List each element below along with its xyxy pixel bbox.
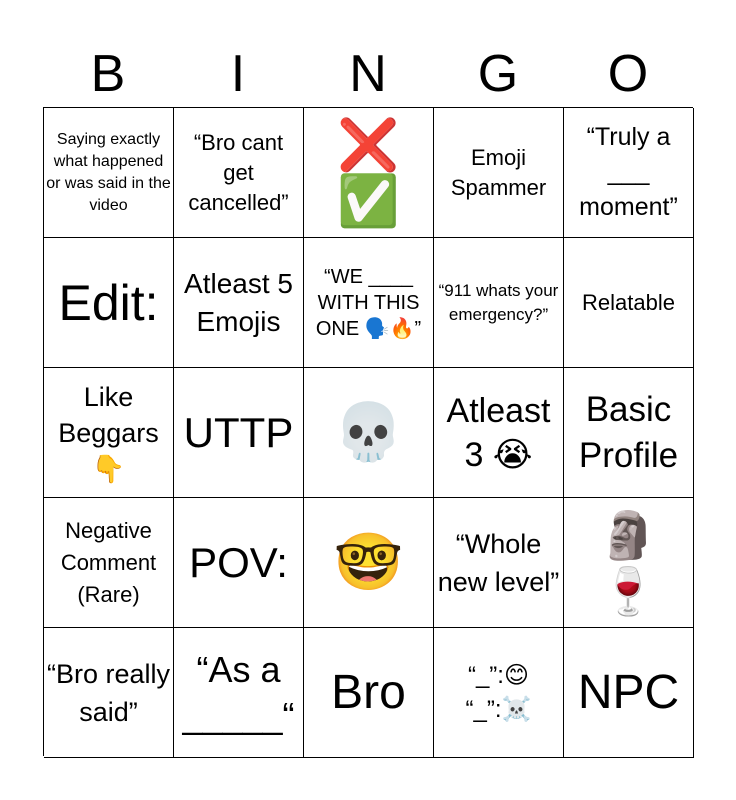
nerd-face-emoji: 🤓 xyxy=(333,529,404,595)
bingo-cell-r5c4[interactable] xyxy=(434,628,564,758)
bingo-cell-r4c5[interactable] xyxy=(564,498,694,628)
cell-text: Like Beggars 👇 xyxy=(58,381,159,484)
bingo-cell-r1c5[interactable] xyxy=(564,108,694,238)
cell-text: “As a _____“ xyxy=(182,648,295,736)
bingo-cell-r4c4[interactable] xyxy=(434,498,564,628)
cell-text: “Bro really said” xyxy=(46,658,171,727)
cell-text: “Bro cant get cancelled” xyxy=(188,129,289,215)
cell-text: Negative Comment (Rare) xyxy=(60,517,157,607)
cell-text: NPC xyxy=(577,665,680,719)
moai-wine-emoji: 🗿 🍷 xyxy=(599,507,658,618)
bingo-cell-r4c3[interactable] xyxy=(304,498,434,628)
cell-text: “911 whats your emergency?” xyxy=(438,280,559,324)
bingo-cell-r3c5[interactable] xyxy=(564,368,694,498)
bingo-cell-r2c4[interactable] xyxy=(434,238,564,368)
bingo-cell-r4c1[interactable] xyxy=(44,498,174,628)
bingo-cell-r3c2[interactable] xyxy=(174,368,304,498)
cell-text: “Truly a ___ moment” xyxy=(579,123,678,221)
cell-text: POV: xyxy=(189,538,288,586)
cross-check-emoji: ❌ ✅ xyxy=(337,115,400,230)
bingo-cell-r1c3[interactable] xyxy=(304,108,434,238)
header-letter-b: B xyxy=(90,45,126,103)
bingo-cell-r5c2[interactable] xyxy=(174,628,304,758)
cell-text: Basic Profile xyxy=(578,389,679,475)
bingo-cell-r2c1[interactable] xyxy=(44,238,174,368)
bingo-cell-r2c5[interactable] xyxy=(564,238,694,368)
bingo-cell-r5c3[interactable] xyxy=(304,628,434,758)
header-letter-i: I xyxy=(230,45,246,103)
cell-text: Atleast 3 😭 xyxy=(446,391,551,474)
cell-text: “WE ____ WITH THIS ONE 🗣️🔥” xyxy=(315,265,422,340)
header-letter-o: O xyxy=(607,45,649,103)
bingo-cell-r5c1[interactable] xyxy=(44,628,174,758)
skull-emoji: 💀 xyxy=(333,399,404,465)
cell-text: Atleast 5 Emojis xyxy=(184,267,293,337)
bingo-header xyxy=(43,40,693,108)
cell-text: Emoji Spammer xyxy=(450,144,547,200)
cell-text: Relatable xyxy=(582,289,675,315)
cell-text: “_”:😊 “_”:☠️ xyxy=(465,661,532,723)
cell-text: “Whole new level” xyxy=(437,528,560,597)
header-letter-n: N xyxy=(349,45,387,103)
cell-text: Bro xyxy=(331,665,406,719)
cell-text: UTTP xyxy=(183,408,294,456)
cell-text: Saying exactly what happened or was said in the video xyxy=(46,130,171,214)
cell-text: Edit: xyxy=(58,274,159,331)
bingo-cell-r1c4[interactable] xyxy=(434,108,564,238)
header-letter-g: G xyxy=(477,45,519,103)
bingo-cell-r3c3[interactable] xyxy=(304,368,434,498)
bingo-grid xyxy=(43,107,693,756)
bingo-cell-r1c1[interactable] xyxy=(44,108,174,238)
bingo-cell-r4c2[interactable] xyxy=(174,498,304,628)
bingo-cell-r1c2[interactable] xyxy=(174,108,304,238)
bingo-cell-r3c1[interactable] xyxy=(44,368,174,498)
bingo-cell-r2c2[interactable] xyxy=(174,238,304,368)
bingo-cell-r5c5[interactable] xyxy=(564,628,694,758)
bingo-cell-r3c4[interactable] xyxy=(434,368,564,498)
bingo-cell-r2c3[interactable] xyxy=(304,238,434,368)
